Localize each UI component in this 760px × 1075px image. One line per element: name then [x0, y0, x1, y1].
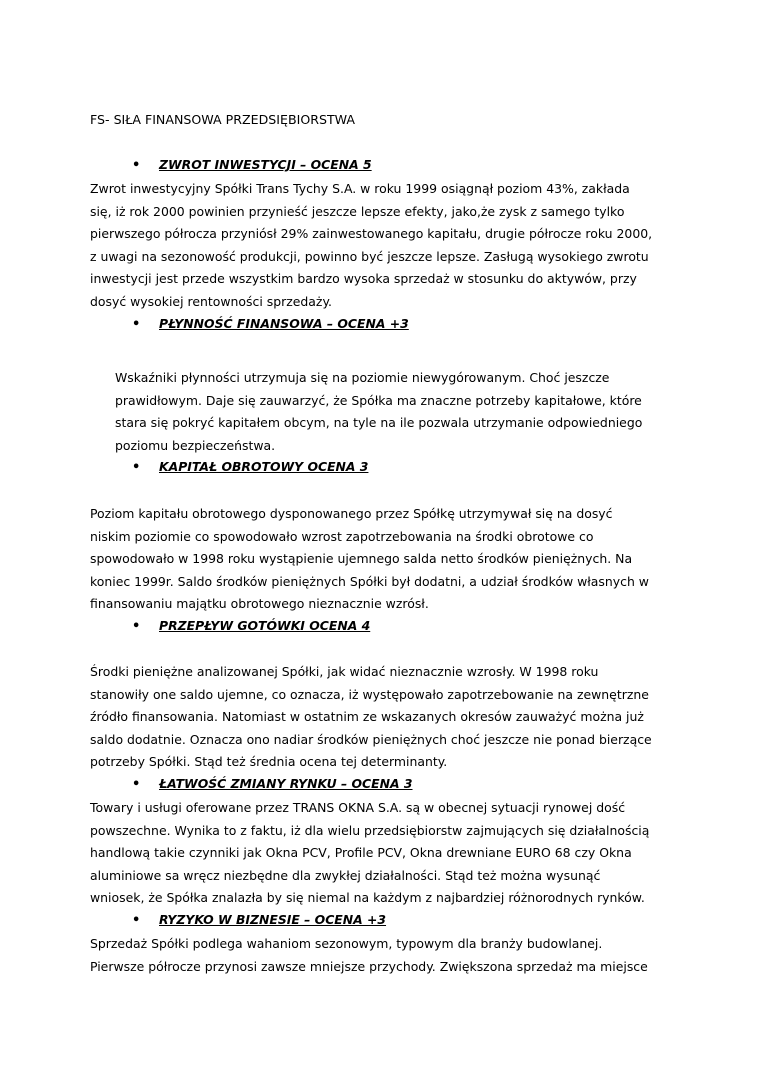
paragraph-line: Sprzedaż Spółki podlega wahaniom sezonowym, typowym dla branży budowlanej.: [90, 936, 603, 951]
paragraph-line: poziomu bezpieczeństwa.: [115, 437, 276, 453]
section-heading-text: PŁYNNOŚĆ FINANSOWA – OCENA +3: [159, 316, 409, 331]
paragraph-line: wniosek, że Spółka znalazła by się niemal na każdym z najbardziej różnorodnych rynków.: [90, 890, 645, 906]
section-heading-latwosc-zmiany-rynku: [132, 774, 413, 794]
paragraph-line: koniec 1999r. Saldo środków pieniężnych Spółki był dodatni, a udział środków własnych w: [90, 573, 649, 589]
bullet-icon: •: [132, 317, 141, 332]
paragraph-line: finansowaniu majątku obrotowego nieznacznie wzrósł.: [90, 596, 429, 612]
paragraph-line: Poziom kapitału obrotowego dysponowanego przez Spółkę utrzymywał się na dosyć: [90, 506, 613, 521]
paragraph-line: dosyć wysokiej rentowności sprzedaży.: [90, 293, 332, 309]
paragraph-line: saldo dodatnie. Oznacza ono nadiar środków pieniężnych choć jeszcze nie ponad bierzące: [90, 731, 652, 747]
paragraph-latwosc-zmiany-rynku: [90, 797, 690, 910]
section-heading-zwrot-inwestycji: [132, 155, 372, 175]
bullet-icon: •: [132, 777, 141, 792]
paragraph-plynnosc-finansowa: [115, 367, 715, 457]
paragraph-line: handlową takie czynniki jak Okna PCV, Profile PCV, Okna drewniane EURO 68 czy Okna: [90, 845, 632, 861]
section-heading-przeplyw-gotowki: [132, 616, 370, 636]
paragraph-line: niskim poziomie co spowodowało wzrost zapotrzebowania na środki obrotowe co: [90, 528, 594, 544]
paragraph-kapital-obrotowy: [90, 503, 690, 616]
document-title: FS- SIŁA FINANSOWA PRZEDSIĘBIORSTWA: [90, 112, 356, 127]
paragraph-line: Zwrot inwestycyjny Spółki Trans Tychy S.A. w roku 1999 osiągnął poziom 43%, zakłada: [90, 181, 630, 196]
section-heading-plynnosc-finansowa: [132, 314, 409, 334]
paragraph-line: stara się pokryć kapitałem obcym, na tyle na ile pozwala utrzymanie odpowiedniego: [115, 415, 643, 431]
bullet-icon: •: [132, 619, 141, 634]
paragraph-line: Wskaźniki płynności utrzymuja się na poziomie niewygórowanym. Choć jeszcze: [115, 370, 610, 385]
paragraph-zwrot-inwestycji: [90, 178, 690, 314]
paragraph-line: spowodowało w 1998 roku wystąpienie ujemnego salda netto środków pieniężnych. Na: [90, 551, 633, 567]
bullet-icon: •: [132, 913, 141, 928]
bullet-icon: •: [132, 460, 141, 475]
section-heading-text: KAPITAŁ OBROTOWY OCENA 3: [159, 459, 369, 474]
paragraph-line: z uwagi na sezonowość produkcji, powinno być jeszcze lepsze. Zasługą wysokiego zwrotu: [90, 248, 649, 264]
paragraph-przeplyw-gotowki: [90, 661, 690, 774]
paragraph-line: źródło finansowania. Natomiast w ostatnim ze wskazanych okresów zauważyć można już: [90, 709, 644, 725]
paragraph-line: stanowiły one saldo ujemne, co oznacza, iż występowało zapotrzebowanie na zewnętrzne: [90, 686, 649, 702]
paragraph-line: prawidłowym. Daje się zauwarzyć, że Spółka ma znaczne potrzeby kapitałowe, które: [115, 392, 642, 408]
paragraph-line: potrzeby Spółki. Stąd też średnia ocena tej determinanty.: [90, 754, 448, 770]
section-heading-text: PRZEPŁYW GOTÓWKI OCENA 4: [159, 618, 371, 633]
paragraph-line: pierwszego półrocza przyniósł 29% zainwestowanego kapitału, drugie półrocze roku 2000,: [90, 226, 653, 242]
paragraph-line: aluminiowe sa wręcz niezbędne dla zwykłej działalności. Stąd też można wysunąć: [90, 867, 601, 883]
paragraph-line: Towary i usługi oferowane przez TRANS OKNA S.A. są w obecnej sytuacji rynowej dość: [90, 800, 626, 815]
section-heading-text: ŁATWOŚĆ ZMIANY RYNKU – OCENA 3: [159, 776, 413, 791]
bullet-icon: •: [132, 158, 141, 173]
section-heading-kapital-obrotowy: [132, 457, 368, 477]
paragraph-line: Pierwsze półrocze przynosi zawsze mniejsze przychody. Zwiększona sprzedaż ma miejsce: [90, 958, 648, 974]
paragraph-line: się, iż rok 2000 powinien przynieść jeszcze lepsze efekty, jako,że zysk z samego tylko: [90, 203, 625, 219]
section-heading-text: ZWROT INWESTYCJI – OCENA 5: [159, 157, 372, 172]
paragraph-ryzyko-w-biznesie: [90, 933, 690, 978]
section-heading-ryzyko-w-biznesie: [132, 910, 386, 930]
section-heading-text: RYZYKO W BIZNESIE – OCENA +3: [159, 912, 387, 927]
paragraph-line: inwestycji jest przede wszystkim bardzo wysoka sprzedaż w stosunku do aktywów, przy: [90, 271, 637, 287]
paragraph-line: Środki pieniężne analizowanej Spółki, jak widać nieznacznie wzrosły. W 1998 roku: [90, 664, 599, 679]
paragraph-line: powszechne. Wynika to z faktu, iż dla wielu przedsiębiorstw zajmujących się działalnością: [90, 822, 650, 838]
